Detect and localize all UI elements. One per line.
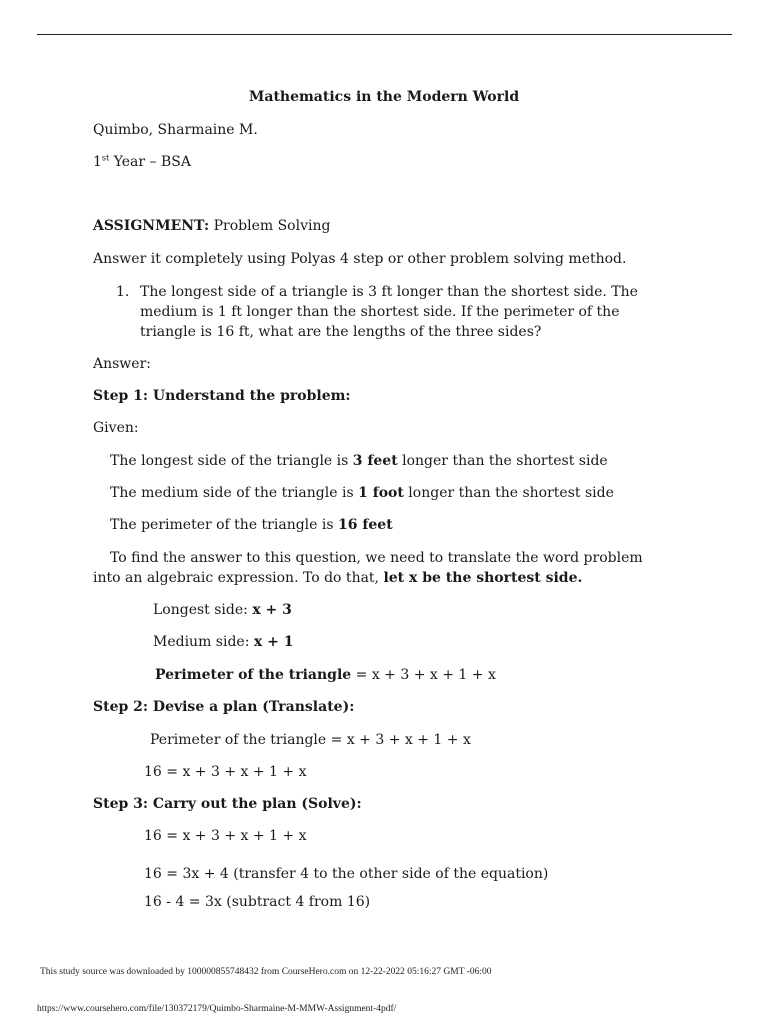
translate-paragraph-line: into an algebraic expression. To do that, let x be the shortest side. [93,570,583,586]
problem-line: triangle is 16 ft, what are the lengths of the three sides? [140,324,542,340]
answer-label: Answer: [93,356,151,372]
step2-equation: 16 = x + 3 + x + 1 + x [144,764,307,780]
longest-side-expression: Longest side: x + 3 [153,602,292,618]
top-divider [37,34,732,35]
problem-number: 1. [116,284,130,300]
source-url[interactable]: https://www.coursehero.com/file/130372179/Quimbo-Sharmaine-M-MMW-Assignment-4pdf/ [37,1004,397,1014]
step3-equation: 16 = 3x + 4 (transfer 4 to the other side of the equation) [144,866,549,882]
given-item: The longest side of the triangle is 3 feet longer than the shortest side [110,453,608,469]
document-title: Mathematics in the Modern World [248,89,520,105]
assignment-label: ASSIGNMENT: [93,218,210,234]
assignment-topic: Problem Solving [209,218,331,234]
translate-paragraph-line: To find the answer to this question, we need to translate the word problem [110,550,643,566]
given-item: The perimeter of the triangle is 16 feet [110,517,393,533]
perimeter-expression: Perimeter of the triangle = x + 3 + x + 1 + x [155,667,496,683]
step1-heading: Step 1: Understand the problem: [93,388,351,404]
problem-line: medium is 1 ft longer than the shortest side. If the perimeter of the [140,304,620,320]
medium-side-expression: Medium side: x + 1 [153,634,294,650]
given-label: Given: [93,420,139,436]
step3-equation: 16 = x + 3 + x + 1 + x [144,828,307,844]
student-name: Quimbo, Sharmaine M. [93,122,258,138]
given-item: The medium side of the triangle is 1 foot longer than the shortest side [110,485,614,501]
problem-line: The longest side of a triangle is 3 ft longer than the shortest side. The [140,284,638,300]
instruction-text: Answer it completely using Polyas 4 step or other problem solving method. [93,251,627,267]
download-note: This study source was downloaded by 100000855748432 from CourseHero.com on 12-22-2022 05:16:27 GMT -06:00 [40,967,492,977]
assignment-heading [93,217,330,235]
year-course: 1st Year – BSA [93,153,191,170]
step3-equation: 16 - 4 = 3x (subtract 4 from 16) [144,894,371,910]
step3-heading: Step 3: Carry out the plan (Solve): [93,796,362,812]
step2-heading: Step 2: Devise a plan (Translate): [93,699,355,715]
step2-equation: Perimeter of the triangle = x + 3 + x + 1 + x [150,732,471,748]
